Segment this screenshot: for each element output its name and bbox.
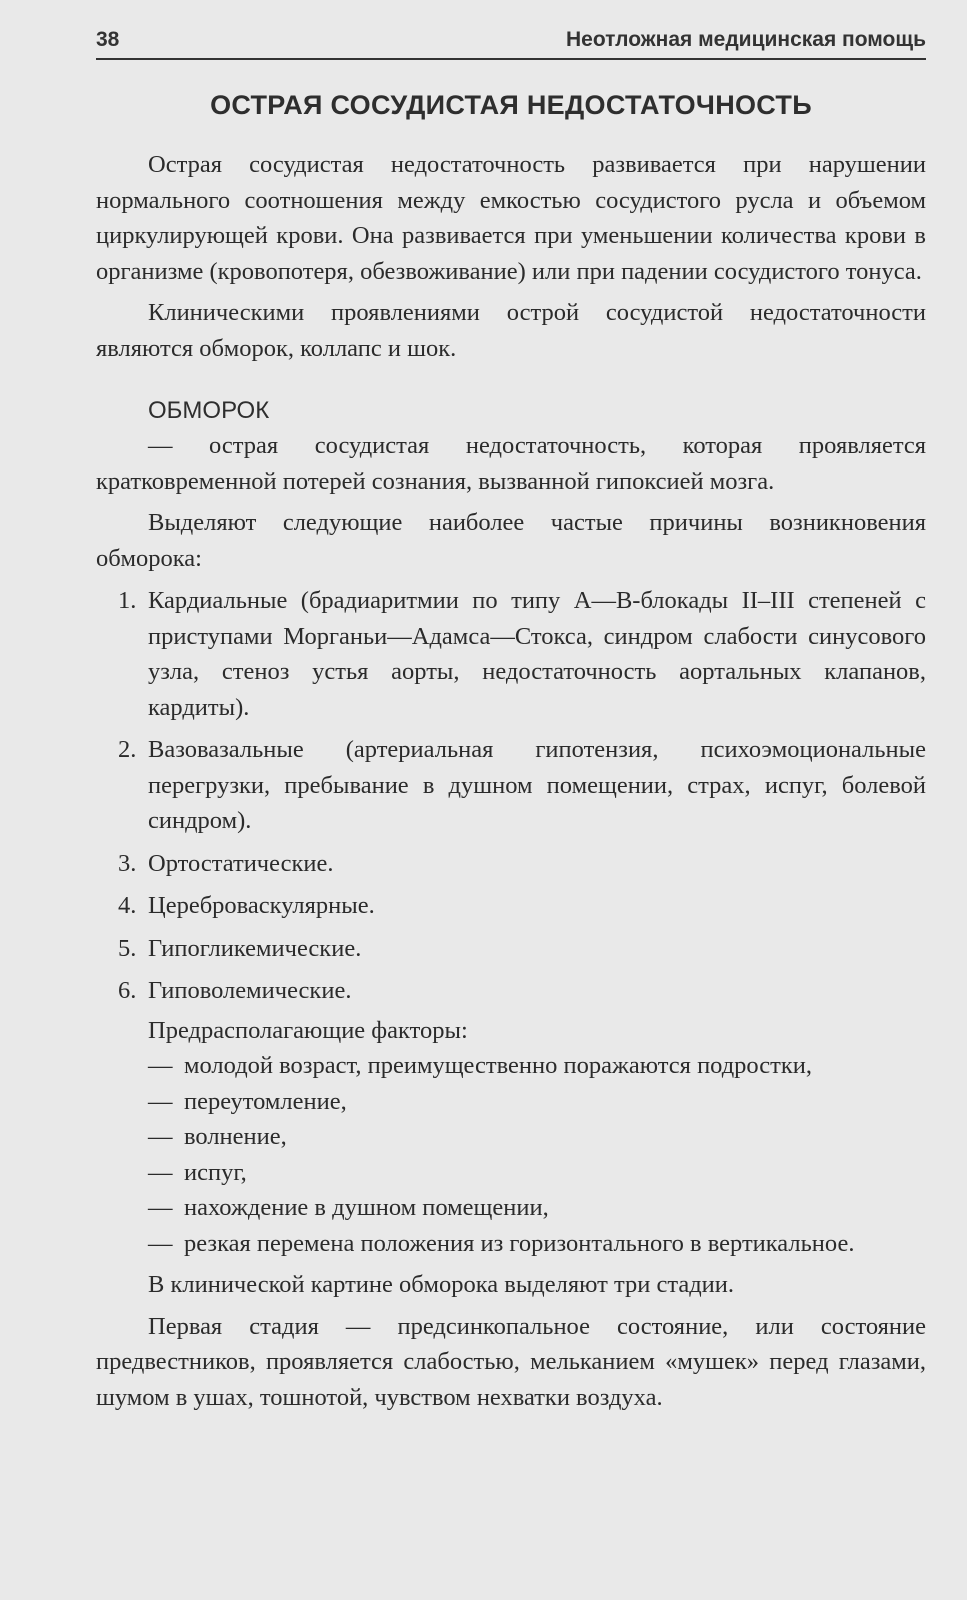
page-number: 38 (96, 28, 120, 51)
list-item: 2. Вазовазальные (артериальная гипотензия, психоэмоциональные перегрузки, пребывание в душном помещении, страх, испуг, болевой синдром). (118, 736, 926, 834)
definition-paragraph: — острая сосудистая недостаточность, которая проявляется кратковременной потерей сознания, вызванной гипоксией мозга. (96, 432, 926, 495)
causes-list (96, 583, 926, 1009)
list-item: — волнение, (148, 1123, 287, 1150)
list-item: — молодой возраст, преимущественно поражаются подростки, (148, 1052, 813, 1079)
list-item: — нахождение в душном помещении, (148, 1194, 549, 1221)
list-item: 6. Гиповолемические. (118, 977, 352, 1004)
stage-one-paragraph: Первая стадия — предсинкопальное состояние, или состояние предвестников, проявляется слабостью, мельканием «мушек» перед глазами, шумом в ушах, тошнотой, чувством нехватки воздуха. (96, 1312, 926, 1411)
intro-paragraph-2: Клиническими проявлениями острой сосудистой недостаточности являются обморок, коллапс и шок. (96, 299, 926, 362)
book-page (96, 0, 926, 1600)
section-title: ОБМОРОК (148, 397, 270, 424)
list-item: 4. Цереброваскулярные. (118, 892, 375, 919)
list-item: 5. Гипогликемические. (118, 934, 362, 962)
factors-list (96, 1048, 926, 1261)
running-title: Неотложная медицинская помощь (566, 28, 926, 51)
list-item: 3. Ортостатические. (118, 849, 334, 877)
intro-paragraph-1: Острая сосудистая недостаточность развивается при нарушении нормального соотношения между емкостью сосудистого русла и объемом циркулирующей крови. Она развивается при уменьшении количества крови в организме (кровопотеря, обезвоживание) или при падении сосудистого тонуса. (96, 151, 926, 285)
running-header (96, 26, 926, 60)
page-body (96, 147, 926, 1415)
list-item: 1. Кардиальные (брадиаритмии по типу А—В-блокады II–III степеней с приступами Морганьи—Адамса—Стокса, синдром слабости синусового узла, стеноз устья аорты, недостаточность аортальных клапанов, кардиты). (118, 587, 926, 721)
list-item: — переутомление, (148, 1087, 347, 1115)
list-item: — резкая перемена положения из горизонтального в вертикальное. (148, 1229, 855, 1257)
factors-intro: Предрасполагающие факторы: (148, 1016, 468, 1044)
list-item: — испуг, (148, 1158, 247, 1186)
chapter-title: ОСТРАЯ СОСУДИСТАЯ НЕДОСТАТОЧНОСТЬ (210, 90, 812, 120)
causes-intro: Выделяют следующие наиболее частые причины возникновения обморока: (96, 509, 926, 572)
stages-intro: В клинической картине обморока выделяют три стадии. (148, 1271, 735, 1298)
